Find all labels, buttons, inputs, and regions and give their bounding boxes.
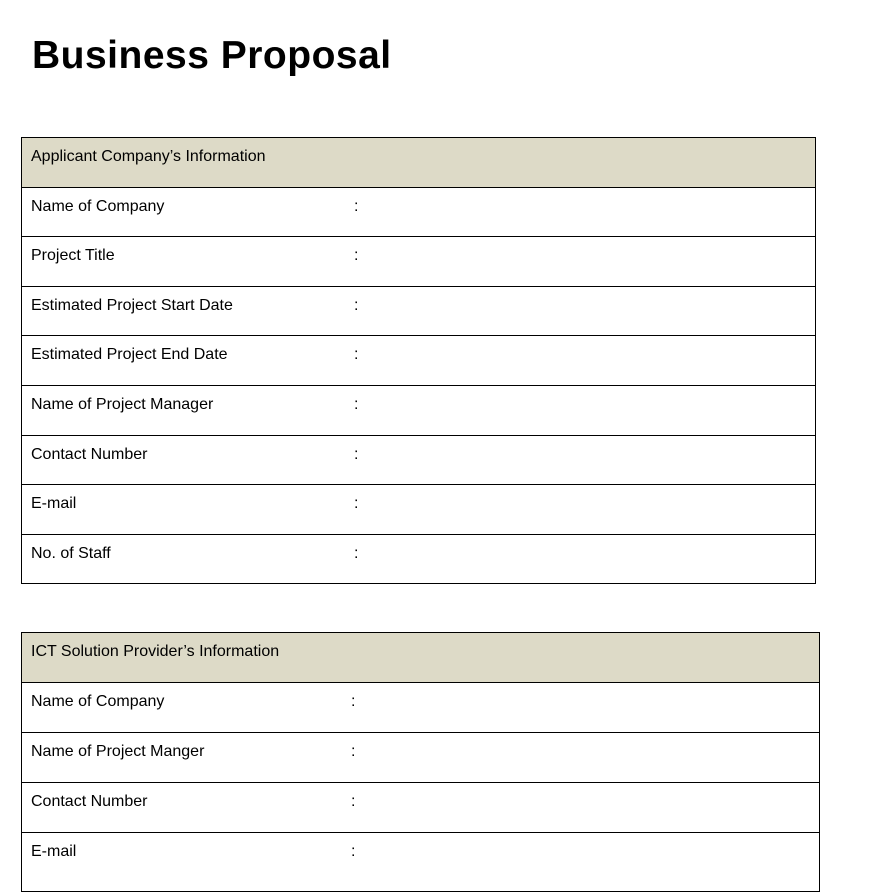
- field-separator: :: [351, 793, 356, 810]
- section-header: ICT Solution Provider’s Information: [31, 643, 280, 660]
- field-label: Estimated Project Start Date: [31, 296, 233, 314]
- field-row-company-name: [22, 188, 815, 238]
- field-separator: :: [354, 197, 359, 215]
- field-label: Name of Company: [31, 197, 165, 215]
- field-separator: :: [351, 693, 356, 710]
- field-row-company-name: [22, 683, 819, 733]
- field-separator: :: [354, 495, 359, 513]
- section-header-row: [22, 138, 815, 188]
- applicant-company-info-table: [21, 137, 816, 584]
- field-row-email: [22, 485, 815, 535]
- field-row-staff-count: [22, 535, 815, 585]
- field-row-project-title: [22, 237, 815, 287]
- field-row-contact-number: [22, 436, 815, 486]
- field-label: Project Title: [31, 247, 115, 265]
- field-label: Contact Number: [31, 793, 148, 810]
- field-label: Estimated Project End Date: [31, 346, 228, 364]
- field-row-contact-number: [22, 783, 819, 833]
- field-row-project-manager: [22, 733, 819, 783]
- field-separator: :: [354, 247, 359, 265]
- document-title: Business Proposal: [32, 34, 392, 77]
- field-separator: :: [354, 445, 359, 463]
- field-separator: :: [354, 395, 359, 413]
- field-separator: :: [351, 843, 356, 860]
- field-separator: :: [354, 346, 359, 364]
- field-separator: :: [354, 296, 359, 314]
- field-row-email: [22, 833, 819, 883]
- field-separator: :: [351, 743, 356, 760]
- field-row-end-date: [22, 336, 815, 386]
- field-label: Name of Company: [31, 693, 165, 710]
- field-label: E-mail: [31, 495, 77, 513]
- field-separator: :: [354, 544, 359, 562]
- field-label: Contact Number: [31, 445, 148, 463]
- field-label: E-mail: [31, 843, 77, 860]
- field-label: Name of Project Manger: [31, 743, 205, 760]
- field-row-project-manager: [22, 386, 815, 436]
- field-label: Name of Project Manager: [31, 395, 214, 413]
- section-header-row: [22, 633, 819, 683]
- field-label: No. of Staff: [31, 544, 111, 562]
- ict-provider-info-table: [21, 632, 820, 892]
- section-header: Applicant Company’s Information: [31, 148, 266, 165]
- field-row-start-date: [22, 287, 815, 337]
